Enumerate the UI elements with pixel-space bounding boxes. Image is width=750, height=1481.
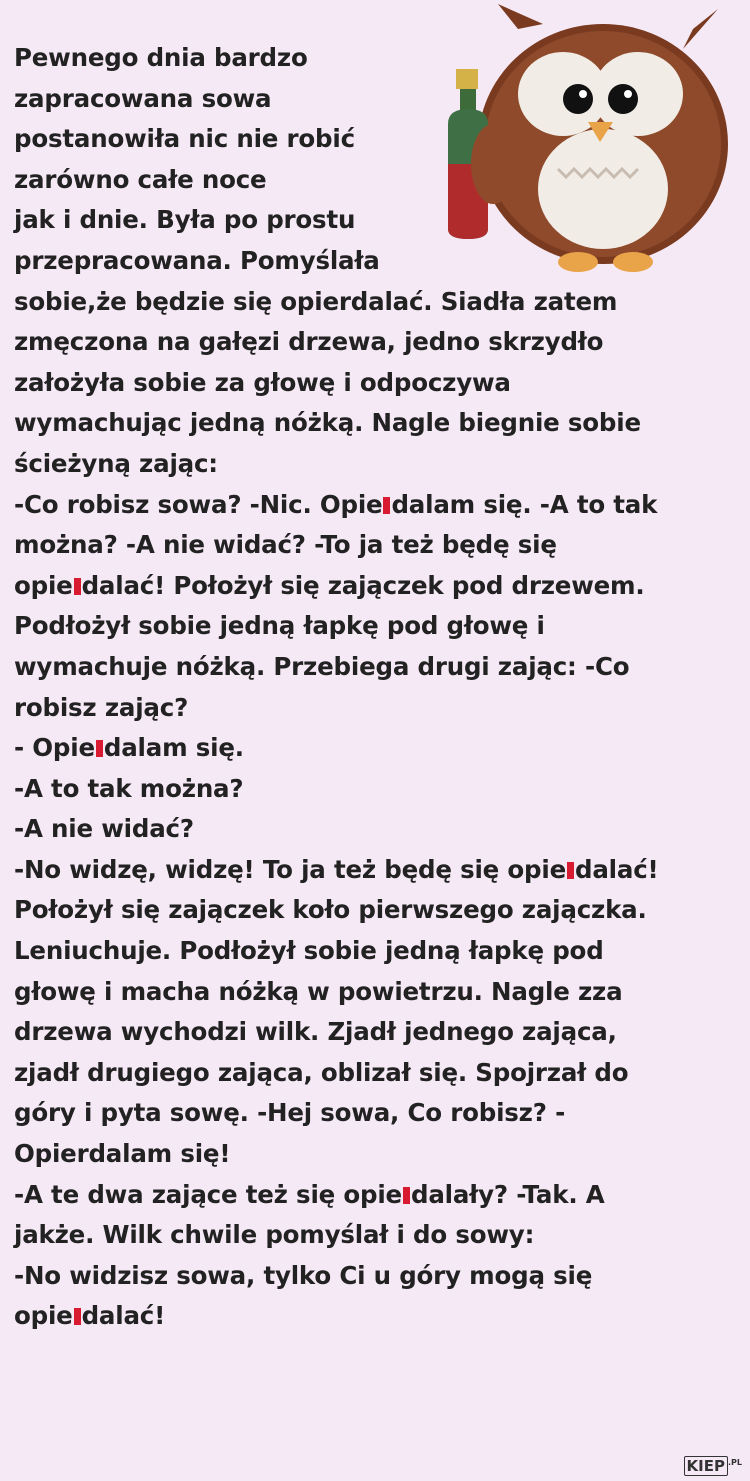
story-line bbox=[14, 1134, 748, 1175]
story-text-fragment: można? -A nie widać? -To ja też będę się bbox=[14, 530, 557, 560]
story-text-fragment: -No widzę, widzę! To ja też będę się opie bbox=[14, 854, 567, 884]
story-line bbox=[14, 1215, 748, 1256]
story-text-fragment: przepracowana. Pomyślała bbox=[14, 245, 380, 275]
story-text-fragment: dalam się. -A to tak bbox=[391, 489, 658, 519]
story-text-fragment: zmęczona na gałęzi drzewa, jedno skrzydło bbox=[14, 327, 604, 357]
story-line bbox=[14, 1296, 748, 1337]
story-text-fragment: dalać! bbox=[575, 854, 659, 884]
story-text-fragment: jakże. Wilk chwile pomyślał i do sowy: bbox=[14, 1220, 535, 1250]
story-line bbox=[14, 972, 748, 1013]
story-text-fragment: Pewnego dnia bardzo bbox=[14, 43, 308, 72]
story-line bbox=[14, 566, 748, 607]
story-line bbox=[14, 647, 748, 688]
watermark-brand: KIEP bbox=[684, 1456, 728, 1476]
story-line bbox=[14, 485, 748, 526]
censor-mark bbox=[567, 862, 574, 879]
story-line bbox=[14, 38, 748, 79]
story-text-fragment: zarówno całe noce bbox=[14, 164, 267, 194]
story-line bbox=[14, 363, 748, 404]
story-line bbox=[14, 322, 748, 363]
story-text-fragment: drzewa wychodzi wilk. Zjadł jednego zająca, bbox=[14, 1017, 617, 1047]
story-text-fragment: sobie,że będzie się opierdalać. Siadła zatem bbox=[14, 286, 618, 316]
story-text-fragment: -Co robisz sowa? -Nic. Opie bbox=[14, 489, 383, 519]
story-text-fragment: zapracowana sowa bbox=[14, 83, 272, 113]
story-line bbox=[14, 282, 748, 323]
story-line bbox=[14, 241, 748, 282]
story-text-fragment: założyła sobie za głowę i odpoczywa bbox=[14, 367, 511, 397]
story-text-fragment: wymachuje nóżką. Przebiega drugi zając: -Co bbox=[14, 651, 630, 681]
story-line bbox=[14, 1053, 748, 1094]
story-line bbox=[14, 850, 748, 891]
story-text-fragment: głowę i macha nóżką w powietrzu. Nagle zza bbox=[14, 976, 623, 1006]
censor-mark bbox=[96, 740, 103, 757]
story-text-fragment: dalały? -Tak. A bbox=[410, 1179, 605, 1209]
story-text-fragment: robisz zając? bbox=[14, 692, 189, 722]
story-line bbox=[14, 79, 748, 120]
story-text-fragment: postanowiła nic nie robić bbox=[14, 124, 355, 154]
story-line bbox=[14, 1012, 748, 1053]
story-line bbox=[14, 160, 748, 201]
story-line bbox=[14, 809, 748, 850]
story-text-fragment: Położył się zajączek koło pierwszego zajączka. bbox=[14, 895, 647, 925]
story-line bbox=[14, 1256, 748, 1297]
story-text-fragment: zjadł drugiego zająca, oblizał się. Spojrzał do bbox=[14, 1057, 629, 1087]
story-line bbox=[14, 200, 748, 241]
story-text-fragment: opie bbox=[14, 570, 73, 600]
story-text-fragment: dalać! bbox=[81, 1301, 166, 1331]
story-line bbox=[14, 890, 748, 931]
story-line bbox=[14, 525, 748, 566]
story-text-fragment: góry i pyta sowę. -Hej sowa, Co robisz? - bbox=[14, 1098, 566, 1128]
story-line bbox=[14, 688, 748, 729]
story-line bbox=[14, 403, 748, 444]
story-text-fragment: Podłożył sobie jedną łapkę pod głowę i bbox=[14, 611, 545, 641]
site-watermark-logo bbox=[684, 1457, 742, 1475]
story-line bbox=[14, 444, 748, 485]
story-text-fragment: dalać! Położył się zajączek pod drzewem. bbox=[81, 570, 645, 600]
censor-mark bbox=[74, 578, 81, 595]
story-line bbox=[14, 728, 748, 769]
censor-mark bbox=[383, 497, 390, 514]
story-line bbox=[14, 606, 748, 647]
story-line bbox=[14, 1175, 748, 1216]
story-text-fragment: -A to tak można? bbox=[14, 773, 244, 803]
story-text-fragment: Opierdalam się! bbox=[14, 1139, 231, 1169]
story-text bbox=[14, 38, 748, 1337]
story-line bbox=[14, 769, 748, 810]
story-text-fragment: dalam się. bbox=[103, 733, 244, 763]
story-line bbox=[14, 1093, 748, 1134]
watermark-suffix: .PL bbox=[728, 1458, 742, 1467]
story-text-fragment: ścieżyną zając: bbox=[14, 448, 218, 478]
censor-mark bbox=[403, 1187, 410, 1204]
story-text-fragment: Leniuchuje. Podłożył sobie jedną łapkę pod bbox=[14, 936, 604, 966]
censor-mark bbox=[74, 1308, 81, 1325]
story-line bbox=[14, 119, 748, 160]
story-line bbox=[14, 931, 748, 972]
story-text-fragment: -No widzisz sowa, tylko Ci u góry mogą się bbox=[14, 1260, 593, 1290]
story-text-fragment: opie bbox=[14, 1301, 73, 1331]
story-text-fragment: jak i dnie. Była po prostu bbox=[14, 205, 356, 235]
story-text-fragment: - Opie bbox=[14, 733, 95, 763]
story-text-fragment: -A te dwa zające też się opie bbox=[14, 1179, 402, 1209]
story-text-fragment: -A nie widać? bbox=[14, 814, 194, 844]
story-text-fragment: wymachując jedną nóżką. Nagle biegnie sobie bbox=[14, 408, 641, 438]
